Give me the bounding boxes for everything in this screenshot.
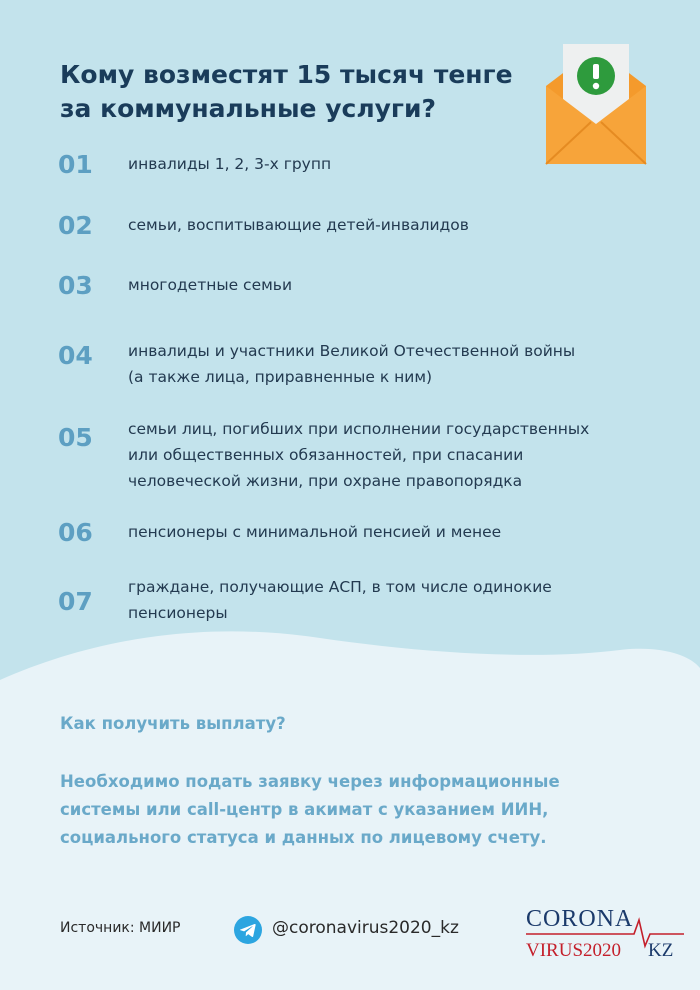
item-text — [128, 416, 628, 494]
logo-corona-text: CORONA — [526, 906, 634, 932]
how-line: Необходимо подать заявку через информационные — [60, 772, 560, 791]
item-text — [128, 151, 628, 177]
item-number: 04 — [58, 341, 93, 370]
item-line: человеческой жизни, при охране правопорядка — [128, 472, 523, 490]
item-line: инвалиды и участники Великой Отечественной войны — [128, 342, 576, 360]
item-number: 07 — [58, 587, 93, 616]
coronavirus2020-logo — [524, 902, 684, 966]
item-number: 06 — [58, 518, 93, 547]
item-line: пенсионеры с минимальной пенсией и менее — [128, 523, 502, 541]
telegram-icon[interactable] — [234, 916, 262, 944]
item-number: 05 — [58, 423, 93, 452]
how-line: социального статуса и данных по лицевому счету. — [60, 828, 547, 847]
source-label: Источник: МИИР — [60, 920, 181, 936]
logo-kz-text: KZ — [648, 940, 674, 961]
item-number: 01 — [58, 150, 93, 179]
item-text — [128, 574, 628, 626]
logo-virus-text: VIRUS2020 — [526, 940, 622, 961]
item-line: пенсионеры — [128, 604, 228, 622]
how-line: системы или call-центр в акимат с указанием ИИН, — [60, 800, 549, 819]
item-line: многодетные семьи — [128, 276, 293, 294]
item-number: 02 — [58, 211, 93, 240]
how-to-get-text — [60, 768, 640, 852]
item-line: граждане, получающие АСП, в том числе одинокие — [128, 578, 552, 596]
item-line: (а также лица, приравненные к ним) — [128, 368, 433, 386]
item-line: семьи лиц, погибших при исполнении государственных — [128, 420, 590, 438]
item-line: семьи, воспитывающие детей-инвалидов — [128, 216, 469, 234]
item-text — [128, 519, 628, 545]
item-number: 03 — [58, 271, 93, 300]
how-to-get-heading: Как получить выплату? — [60, 714, 286, 733]
item-text — [128, 212, 628, 238]
item-text — [128, 272, 628, 298]
telegram-handle-link[interactable]: @coronavirus2020_kz — [272, 918, 459, 938]
item-text — [128, 338, 628, 390]
item-line: или общественных обязанностей, при спасании — [128, 446, 524, 464]
item-line: инвалиды 1, 2, 3-х групп — [128, 155, 332, 173]
page-title: Кому возместят 15 тысяч тенге за коммунальные услуги? — [60, 60, 513, 123]
envelope-alert-icon — [543, 36, 649, 166]
